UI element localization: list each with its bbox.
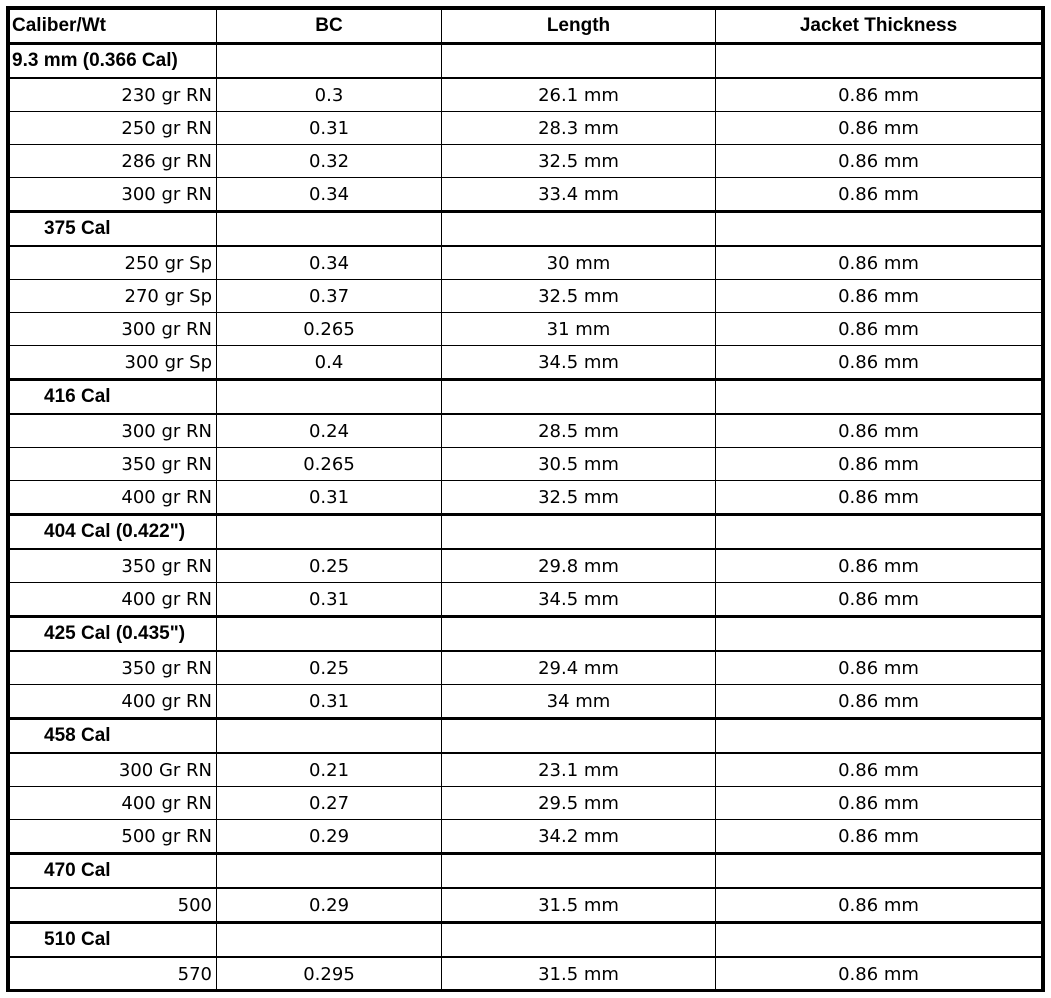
group-empty-cell [217, 719, 442, 754]
cell-length: 26.1 mm [442, 78, 716, 112]
cell-jacket-thickness: 0.86 mm [716, 178, 1042, 212]
cell-jacket-thickness: 0.86 mm [716, 820, 1042, 854]
cell-jacket-thickness: 0.86 mm [716, 481, 1042, 515]
header-length: Length [442, 10, 716, 44]
group-empty-cell [442, 44, 716, 79]
cell-length: 31 mm [442, 313, 716, 346]
cell-caliber-wt: 350 gr RN [10, 448, 217, 481]
group-empty-cell [716, 617, 1042, 652]
cell-length: 31.5 mm [442, 888, 716, 923]
cell-jacket-thickness: 0.86 mm [716, 651, 1042, 685]
table-row [10, 280, 1042, 313]
group-row [10, 617, 1042, 652]
group-name: 416 Cal [10, 380, 217, 415]
cell-bc: 0.265 [217, 313, 442, 346]
group-empty-cell [217, 923, 442, 958]
table-row [10, 448, 1042, 481]
table-row [10, 145, 1042, 178]
group-row [10, 854, 1042, 889]
cell-jacket-thickness: 0.86 mm [716, 346, 1042, 380]
cell-length: 34.2 mm [442, 820, 716, 854]
cell-length: 34.5 mm [442, 346, 716, 380]
cell-length: 23.1 mm [442, 753, 716, 787]
cell-caliber-wt: 570 [10, 957, 217, 991]
cell-jacket-thickness: 0.86 mm [716, 583, 1042, 617]
group-empty-cell [442, 719, 716, 754]
cell-jacket-thickness: 0.86 mm [716, 112, 1042, 145]
cell-length: 30.5 mm [442, 448, 716, 481]
cell-bc: 0.4 [217, 346, 442, 380]
group-empty-cell [217, 854, 442, 889]
cell-caliber-wt: 300 gr RN [10, 178, 217, 212]
cell-bc: 0.24 [217, 414, 442, 448]
cell-jacket-thickness: 0.86 mm [716, 414, 1042, 448]
cell-caliber-wt: 400 gr RN [10, 481, 217, 515]
group-empty-cell [217, 212, 442, 247]
table-body [10, 44, 1042, 991]
table-row [10, 583, 1042, 617]
group-name: 425 Cal (0.435") [10, 617, 217, 652]
bullet-spec-table [9, 9, 1042, 991]
group-empty-cell [716, 923, 1042, 958]
group-name: 470 Cal [10, 854, 217, 889]
table-row [10, 753, 1042, 787]
cell-jacket-thickness: 0.86 mm [716, 549, 1042, 583]
group-empty-cell [716, 719, 1042, 754]
cell-caliber-wt: 500 gr RN [10, 820, 217, 854]
cell-bc: 0.31 [217, 112, 442, 145]
header-caliber-wt: Caliber/Wt [10, 10, 217, 44]
cell-bc: 0.21 [217, 753, 442, 787]
cell-length: 29.8 mm [442, 549, 716, 583]
cell-bc: 0.265 [217, 448, 442, 481]
cell-bc: 0.25 [217, 549, 442, 583]
table-row [10, 246, 1042, 280]
group-empty-cell [716, 44, 1042, 79]
cell-jacket-thickness: 0.86 mm [716, 957, 1042, 991]
group-name: 458 Cal [10, 719, 217, 754]
cell-length: 34 mm [442, 685, 716, 719]
table-row [10, 112, 1042, 145]
group-row [10, 515, 1042, 550]
cell-caliber-wt: 350 gr RN [10, 651, 217, 685]
group-row [10, 212, 1042, 247]
group-empty-cell [217, 617, 442, 652]
header-row [10, 10, 1042, 44]
cell-bc: 0.29 [217, 820, 442, 854]
header-jacket-thickness: Jacket Thickness [716, 10, 1042, 44]
cell-length: 34.5 mm [442, 583, 716, 617]
group-empty-cell [442, 212, 716, 247]
table-row [10, 651, 1042, 685]
table-row [10, 549, 1042, 583]
group-empty-cell [716, 212, 1042, 247]
table-row [10, 481, 1042, 515]
cell-bc: 0.34 [217, 246, 442, 280]
cell-bc: 0.31 [217, 685, 442, 719]
group-empty-cell [217, 380, 442, 415]
cell-bc: 0.34 [217, 178, 442, 212]
group-empty-cell [716, 515, 1042, 550]
group-row [10, 44, 1042, 79]
cell-bc: 0.27 [217, 787, 442, 820]
table-row [10, 346, 1042, 380]
cell-length: 31.5 mm [442, 957, 716, 991]
cell-caliber-wt: 286 gr RN [10, 145, 217, 178]
cell-caliber-wt: 300 gr RN [10, 414, 217, 448]
cell-length: 33.4 mm [442, 178, 716, 212]
cell-jacket-thickness: 0.86 mm [716, 280, 1042, 313]
cell-jacket-thickness: 0.86 mm [716, 787, 1042, 820]
cell-length: 32.5 mm [442, 280, 716, 313]
group-empty-cell [442, 380, 716, 415]
table-row [10, 888, 1042, 923]
cell-caliber-wt: 300 gr RN [10, 313, 217, 346]
table-row [10, 820, 1042, 854]
cell-caliber-wt: 300 Gr RN [10, 753, 217, 787]
cell-caliber-wt: 400 gr RN [10, 583, 217, 617]
group-empty-cell [217, 44, 442, 79]
cell-jacket-thickness: 0.86 mm [716, 685, 1042, 719]
group-name: 375 Cal [10, 212, 217, 247]
table-row [10, 78, 1042, 112]
group-row [10, 719, 1042, 754]
cell-length: 30 mm [442, 246, 716, 280]
cell-caliber-wt: 230 gr RN [10, 78, 217, 112]
cell-length: 32.5 mm [442, 145, 716, 178]
cell-jacket-thickness: 0.86 mm [716, 246, 1042, 280]
cell-length: 28.3 mm [442, 112, 716, 145]
header-bc: BC [217, 10, 442, 44]
cell-bc: 0.25 [217, 651, 442, 685]
group-name: 9.3 mm (0.366 Cal) [10, 44, 217, 79]
table-row [10, 685, 1042, 719]
group-empty-cell [442, 923, 716, 958]
group-empty-cell [442, 617, 716, 652]
cell-caliber-wt: 250 gr Sp [10, 246, 217, 280]
group-empty-cell [716, 380, 1042, 415]
cell-caliber-wt: 250 gr RN [10, 112, 217, 145]
table-row [10, 414, 1042, 448]
cell-length: 28.5 mm [442, 414, 716, 448]
bullet-spec-table-container [6, 6, 1045, 992]
cell-bc: 0.32 [217, 145, 442, 178]
table-row [10, 178, 1042, 212]
cell-caliber-wt: 350 gr RN [10, 549, 217, 583]
cell-caliber-wt: 300 gr Sp [10, 346, 217, 380]
cell-bc: 0.29 [217, 888, 442, 923]
table-row [10, 957, 1042, 991]
cell-jacket-thickness: 0.86 mm [716, 78, 1042, 112]
table-row [10, 787, 1042, 820]
cell-length: 32.5 mm [442, 481, 716, 515]
cell-caliber-wt: 400 gr RN [10, 787, 217, 820]
group-empty-cell [442, 854, 716, 889]
group-empty-cell [217, 515, 442, 550]
group-empty-cell [442, 515, 716, 550]
cell-bc: 0.3 [217, 78, 442, 112]
group-name: 404 Cal (0.422") [10, 515, 217, 550]
cell-bc: 0.31 [217, 481, 442, 515]
cell-bc: 0.31 [217, 583, 442, 617]
cell-bc: 0.295 [217, 957, 442, 991]
cell-jacket-thickness: 0.86 mm [716, 313, 1042, 346]
table-row [10, 313, 1042, 346]
cell-length: 29.5 mm [442, 787, 716, 820]
cell-jacket-thickness: 0.86 mm [716, 448, 1042, 481]
cell-bc: 0.37 [217, 280, 442, 313]
group-empty-cell [716, 854, 1042, 889]
cell-jacket-thickness: 0.86 mm [716, 753, 1042, 787]
cell-caliber-wt: 270 gr Sp [10, 280, 217, 313]
cell-caliber-wt: 500 [10, 888, 217, 923]
group-row [10, 380, 1042, 415]
cell-jacket-thickness: 0.86 mm [716, 145, 1042, 178]
group-row [10, 923, 1042, 958]
cell-caliber-wt: 400 gr RN [10, 685, 217, 719]
group-name: 510 Cal [10, 923, 217, 958]
cell-length: 29.4 mm [442, 651, 716, 685]
cell-jacket-thickness: 0.86 mm [716, 888, 1042, 923]
